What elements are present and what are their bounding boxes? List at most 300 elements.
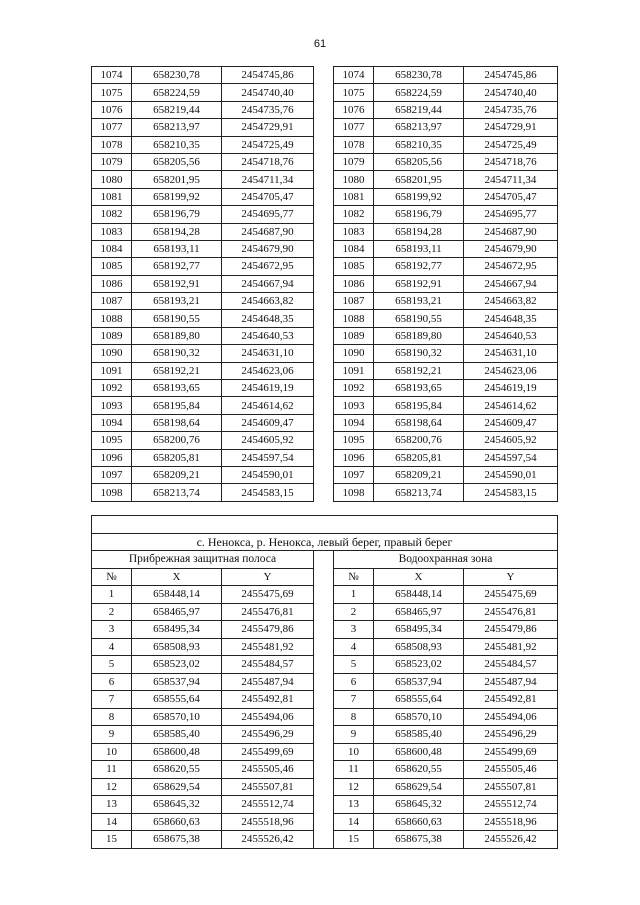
right-y-coordinate: 2455494,06 [464,708,558,726]
left-point-number: 1075 [92,84,132,101]
left-y-coordinate: 2454695,77 [222,206,314,223]
left-y-coordinate: 2455499,69 [222,743,314,761]
right-point-number: 5 [334,656,374,674]
column-gap [314,778,334,796]
nenoksa-table-body [92,516,558,849]
table-row [92,240,558,257]
right-point-number: 1092 [334,380,374,397]
table-row [92,153,558,170]
left-point-number: 11 [92,761,132,779]
table-row [92,275,558,292]
right-x-coordinate: 658219,44 [374,101,464,118]
left-y-coordinate: 2454631,10 [222,345,314,362]
left-point-number: 10 [92,743,132,761]
table-row [92,813,558,831]
left-x-coordinate: 658193,11 [132,240,222,257]
column-gap [314,293,334,310]
right-x-coordinate: 658190,55 [374,310,464,327]
right-point-number: 1083 [334,223,374,240]
left-x-coordinate: 658508,93 [132,638,222,656]
col-header-y: Y [464,568,558,586]
right-point-number: 1090 [334,345,374,362]
left-y-coordinate: 2454740,40 [222,84,314,101]
right-y-coordinate: 2454614,62 [464,397,558,414]
section-title-row [92,533,558,551]
right-y-coordinate: 2454667,94 [464,275,558,292]
right-x-coordinate: 658537,94 [374,673,464,691]
right-point-number: 11 [334,761,374,779]
left-y-coordinate: 2454667,94 [222,275,314,292]
table-row [92,796,558,814]
right-y-coordinate: 2454609,47 [464,414,558,431]
right-y-coordinate: 2454729,91 [464,119,558,136]
right-y-coordinate: 2455518,96 [464,813,558,831]
right-point-number: 1078 [334,136,374,153]
left-y-coordinate: 2455484,57 [222,656,314,674]
column-gap [314,275,334,292]
right-point-number: 15 [334,831,374,849]
left-point-number: 7 [92,691,132,709]
column-gap [314,743,334,761]
nenoksa-coordinates-table [91,515,558,849]
left-x-coordinate: 658190,32 [132,345,222,362]
right-x-coordinate: 658224,59 [374,84,464,101]
left-x-coordinate: 658192,21 [132,362,222,379]
table-row [92,223,558,240]
left-x-coordinate: 658555,64 [132,691,222,709]
right-y-coordinate: 2455481,92 [464,638,558,656]
left-x-coordinate: 658219,44 [132,101,222,118]
column-gap [314,621,334,639]
column-gap [314,831,334,849]
right-y-coordinate: 2454648,35 [464,310,558,327]
table-row [92,466,558,483]
right-x-coordinate: 658210,35 [374,136,464,153]
table-row [92,761,558,779]
right-x-coordinate: 658675,38 [374,831,464,849]
left-y-coordinate: 2454648,35 [222,310,314,327]
left-point-number: 1096 [92,449,132,466]
left-point-number: 1076 [92,101,132,118]
left-x-coordinate: 658189,80 [132,327,222,344]
right-point-number: 1086 [334,275,374,292]
right-x-coordinate: 658193,11 [374,240,464,257]
right-point-number: 14 [334,813,374,831]
right-y-coordinate: 2455505,46 [464,761,558,779]
left-point-number: 4 [92,638,132,656]
right-y-coordinate: 2454740,40 [464,84,558,101]
left-x-coordinate: 658645,32 [132,796,222,814]
table-row [92,293,558,310]
left-x-coordinate: 658600,48 [132,743,222,761]
right-y-coordinate: 2454679,90 [464,240,558,257]
table-row [92,136,558,153]
column-gap [314,136,334,153]
right-point-number: 1074 [334,67,374,84]
column-gap [314,258,334,275]
column-gap [314,223,334,240]
group-header-coastal-strip: Прибрежная защитная полоса [92,551,314,569]
right-point-number: 1091 [334,362,374,379]
left-y-coordinate: 2454725,49 [222,136,314,153]
left-point-number: 5 [92,656,132,674]
group-header-row [92,551,558,569]
left-y-coordinate: 2454672,95 [222,258,314,275]
left-x-coordinate: 658205,56 [132,153,222,170]
right-x-coordinate: 658629,54 [374,778,464,796]
right-y-coordinate: 2454619,19 [464,380,558,397]
left-y-coordinate: 2454609,47 [222,414,314,431]
left-point-number: 6 [92,673,132,691]
right-point-number: 1075 [334,84,374,101]
column-gap [314,153,334,170]
table-row [92,778,558,796]
column-gap [314,345,334,362]
left-x-coordinate: 658196,79 [132,206,222,223]
left-x-coordinate: 658192,77 [132,258,222,275]
column-gap [314,673,334,691]
right-y-coordinate: 2454725,49 [464,136,558,153]
column-header-row [92,568,558,586]
right-point-number: 1087 [334,293,374,310]
column-gap [314,67,334,84]
left-point-number: 1095 [92,432,132,449]
right-y-coordinate: 2454672,95 [464,258,558,275]
right-y-coordinate: 2455492,81 [464,691,558,709]
left-y-coordinate: 2454597,54 [222,449,314,466]
right-x-coordinate: 658213,97 [374,119,464,136]
left-x-coordinate: 658198,64 [132,414,222,431]
column-gap [314,726,334,744]
table-row [92,586,558,604]
page-number: 61 [313,38,327,50]
right-x-coordinate: 658660,63 [374,813,464,831]
right-x-coordinate: 658555,64 [374,691,464,709]
column-gap [314,188,334,205]
table-row [92,621,558,639]
col-header-y: Y [222,568,314,586]
col-header-x: X [132,568,222,586]
left-point-number: 1093 [92,397,132,414]
right-y-coordinate: 2454695,77 [464,206,558,223]
col-header-number: № [334,568,374,586]
right-point-number: 1084 [334,240,374,257]
right-x-coordinate: 658192,91 [374,275,464,292]
left-y-coordinate: 2455505,46 [222,761,314,779]
table-row [92,484,558,501]
left-point-number: 1084 [92,240,132,257]
right-x-coordinate: 658192,77 [374,258,464,275]
right-point-number: 12 [334,778,374,796]
right-y-coordinate: 2455496,29 [464,726,558,744]
right-point-number: 1097 [334,466,374,483]
left-point-number: 1087 [92,293,132,310]
left-y-coordinate: 2454705,47 [222,188,314,205]
right-point-number: 13 [334,796,374,814]
left-point-number: 1086 [92,275,132,292]
table-row [92,188,558,205]
right-x-coordinate: 658523,02 [374,656,464,674]
left-y-coordinate: 2454663,82 [222,293,314,310]
left-x-coordinate: 658192,91 [132,275,222,292]
left-y-coordinate: 2455481,92 [222,638,314,656]
left-y-coordinate: 2455479,86 [222,621,314,639]
left-x-coordinate: 658201,95 [132,171,222,188]
column-gap [314,449,334,466]
table-row [92,638,558,656]
left-point-number: 1085 [92,258,132,275]
right-y-coordinate: 2454745,86 [464,67,558,84]
right-x-coordinate: 658465,97 [374,603,464,621]
column-gap [314,586,334,604]
left-point-number: 1083 [92,223,132,240]
left-x-coordinate: 658230,78 [132,67,222,84]
left-x-coordinate: 658660,63 [132,813,222,831]
left-point-number: 8 [92,708,132,726]
right-point-number: 1093 [334,397,374,414]
left-point-number: 1081 [92,188,132,205]
right-y-coordinate: 2454590,01 [464,466,558,483]
left-point-number: 9 [92,726,132,744]
left-y-coordinate: 2454623,06 [222,362,314,379]
left-x-coordinate: 658585,40 [132,726,222,744]
coordinates-table-continued [91,66,558,502]
left-x-coordinate: 658195,84 [132,397,222,414]
right-y-coordinate: 2454597,54 [464,449,558,466]
table-row [92,397,558,414]
left-y-coordinate: 2454605,92 [222,432,314,449]
right-x-coordinate: 658189,80 [374,327,464,344]
column-gap [314,206,334,223]
left-x-coordinate: 658200,76 [132,432,222,449]
left-y-coordinate: 2455518,96 [222,813,314,831]
left-point-number: 1091 [92,362,132,379]
right-y-coordinate: 2455475,69 [464,586,558,604]
left-point-number: 1098 [92,484,132,501]
left-point-number: 1088 [92,310,132,327]
table-row [92,84,558,101]
table-row [92,691,558,709]
left-y-coordinate: 2454718,76 [222,153,314,170]
left-y-coordinate: 2455476,81 [222,603,314,621]
table-row [92,171,558,188]
left-x-coordinate: 658537,94 [132,673,222,691]
right-x-coordinate: 658193,65 [374,380,464,397]
left-x-coordinate: 658205,81 [132,449,222,466]
right-y-coordinate: 2454711,34 [464,171,558,188]
left-x-coordinate: 658193,65 [132,380,222,397]
right-x-coordinate: 658585,40 [374,726,464,744]
right-point-number: 3 [334,621,374,639]
table-row [92,67,558,84]
right-point-number: 1096 [334,449,374,466]
left-point-number: 1082 [92,206,132,223]
right-point-number: 1089 [334,327,374,344]
right-y-coordinate: 2455507,81 [464,778,558,796]
left-x-coordinate: 658448,14 [132,586,222,604]
table-row [92,258,558,275]
left-point-number: 1092 [92,380,132,397]
col-header-x: X [374,568,464,586]
left-point-number: 12 [92,778,132,796]
table-row [92,673,558,691]
left-y-coordinate: 2454729,91 [222,119,314,136]
right-point-number: 1081 [334,188,374,205]
right-x-coordinate: 658645,32 [374,796,464,814]
right-point-number: 1088 [334,310,374,327]
left-x-coordinate: 658193,21 [132,293,222,310]
left-x-coordinate: 658199,92 [132,188,222,205]
right-y-coordinate: 2455487,94 [464,673,558,691]
right-x-coordinate: 658213,74 [374,484,464,501]
column-gap [314,119,334,136]
left-y-coordinate: 2454614,62 [222,397,314,414]
column-gap [314,432,334,449]
coordinates-table-body [92,67,558,502]
left-point-number: 1094 [92,414,132,431]
right-x-coordinate: 658209,21 [374,466,464,483]
table-row [92,726,558,744]
table-row [92,327,558,344]
left-point-number: 3 [92,621,132,639]
right-y-coordinate: 2455479,86 [464,621,558,639]
table-row [92,206,558,223]
right-x-coordinate: 658620,55 [374,761,464,779]
left-point-number: 1078 [92,136,132,153]
left-point-number: 13 [92,796,132,814]
right-x-coordinate: 658192,21 [374,362,464,379]
table-row [92,656,558,674]
right-y-coordinate: 2454605,92 [464,432,558,449]
left-y-coordinate: 2454640,53 [222,327,314,344]
left-y-coordinate: 2455492,81 [222,691,314,709]
column-gap [314,84,334,101]
right-x-coordinate: 658201,95 [374,171,464,188]
left-point-number: 1090 [92,345,132,362]
right-point-number: 1098 [334,484,374,501]
right-point-number: 6 [334,673,374,691]
left-x-coordinate: 658224,59 [132,84,222,101]
right-x-coordinate: 658205,81 [374,449,464,466]
right-x-coordinate: 658495,34 [374,621,464,639]
right-y-coordinate: 2455512,74 [464,796,558,814]
right-x-coordinate: 658205,56 [374,153,464,170]
table-row [92,743,558,761]
right-x-coordinate: 658600,48 [374,743,464,761]
left-point-number: 1074 [92,67,132,84]
column-gap [314,414,334,431]
table-row [92,345,558,362]
column-gap [314,171,334,188]
right-x-coordinate: 658230,78 [374,67,464,84]
left-y-coordinate: 2454735,76 [222,101,314,118]
right-y-coordinate: 2455484,57 [464,656,558,674]
left-point-number: 1079 [92,153,132,170]
table-row [92,119,558,136]
column-gap [314,656,334,674]
column-gap [314,327,334,344]
column-gap [314,101,334,118]
right-x-coordinate: 658508,93 [374,638,464,656]
left-y-coordinate: 2455526,42 [222,831,314,849]
right-point-number: 8 [334,708,374,726]
left-x-coordinate: 658629,54 [132,778,222,796]
right-point-number: 4 [334,638,374,656]
column-gap [314,397,334,414]
right-x-coordinate: 658194,28 [374,223,464,240]
left-y-coordinate: 2454619,19 [222,380,314,397]
right-y-coordinate: 2454705,47 [464,188,558,205]
right-y-coordinate: 2454623,06 [464,362,558,379]
column-gap [314,310,334,327]
left-point-number: 14 [92,813,132,831]
right-point-number: 1095 [334,432,374,449]
right-x-coordinate: 658448,14 [374,586,464,604]
group-header-water-protection-zone: Водоохранная зона [334,551,558,569]
left-point-number: 15 [92,831,132,849]
right-x-coordinate: 658190,32 [374,345,464,362]
right-x-coordinate: 658199,92 [374,188,464,205]
column-gap [314,380,334,397]
left-x-coordinate: 658194,28 [132,223,222,240]
left-x-coordinate: 658190,55 [132,310,222,327]
right-point-number: 2 [334,603,374,621]
left-point-number: 1 [92,586,132,604]
left-point-number: 2 [92,603,132,621]
left-point-number: 1089 [92,327,132,344]
column-gap [314,484,334,501]
column-gap [314,796,334,814]
table-spacer-row [92,516,558,534]
right-y-coordinate: 2454663,82 [464,293,558,310]
column-gap [314,240,334,257]
right-point-number: 7 [334,691,374,709]
left-y-coordinate: 2455512,74 [222,796,314,814]
right-point-number: 1079 [334,153,374,170]
left-y-coordinate: 2454745,86 [222,67,314,84]
left-y-coordinate: 2454590,01 [222,466,314,483]
section-title: с. Ненокса, р. Ненокса, левый берег, правый берег [92,533,558,551]
right-point-number: 1 [334,586,374,604]
left-y-coordinate: 2454679,90 [222,240,314,257]
column-gap [314,551,334,569]
column-gap [314,761,334,779]
left-y-coordinate: 2454711,34 [222,171,314,188]
right-point-number: 1085 [334,258,374,275]
right-y-coordinate: 2454735,76 [464,101,558,118]
left-x-coordinate: 658523,02 [132,656,222,674]
right-y-coordinate: 2455476,81 [464,603,558,621]
right-x-coordinate: 658200,76 [374,432,464,449]
left-y-coordinate: 2455475,69 [222,586,314,604]
right-point-number: 1077 [334,119,374,136]
right-y-coordinate: 2455526,42 [464,831,558,849]
table-row [92,831,558,849]
column-gap [314,691,334,709]
column-gap [314,362,334,379]
left-x-coordinate: 658675,38 [132,831,222,849]
table-row [92,380,558,397]
table-row [92,449,558,466]
right-point-number: 1080 [334,171,374,188]
right-y-coordinate: 2454687,90 [464,223,558,240]
left-y-coordinate: 2455507,81 [222,778,314,796]
left-point-number: 1077 [92,119,132,136]
left-y-coordinate: 2454583,15 [222,484,314,501]
table-row [92,101,558,118]
column-gap [314,638,334,656]
left-x-coordinate: 658213,74 [132,484,222,501]
